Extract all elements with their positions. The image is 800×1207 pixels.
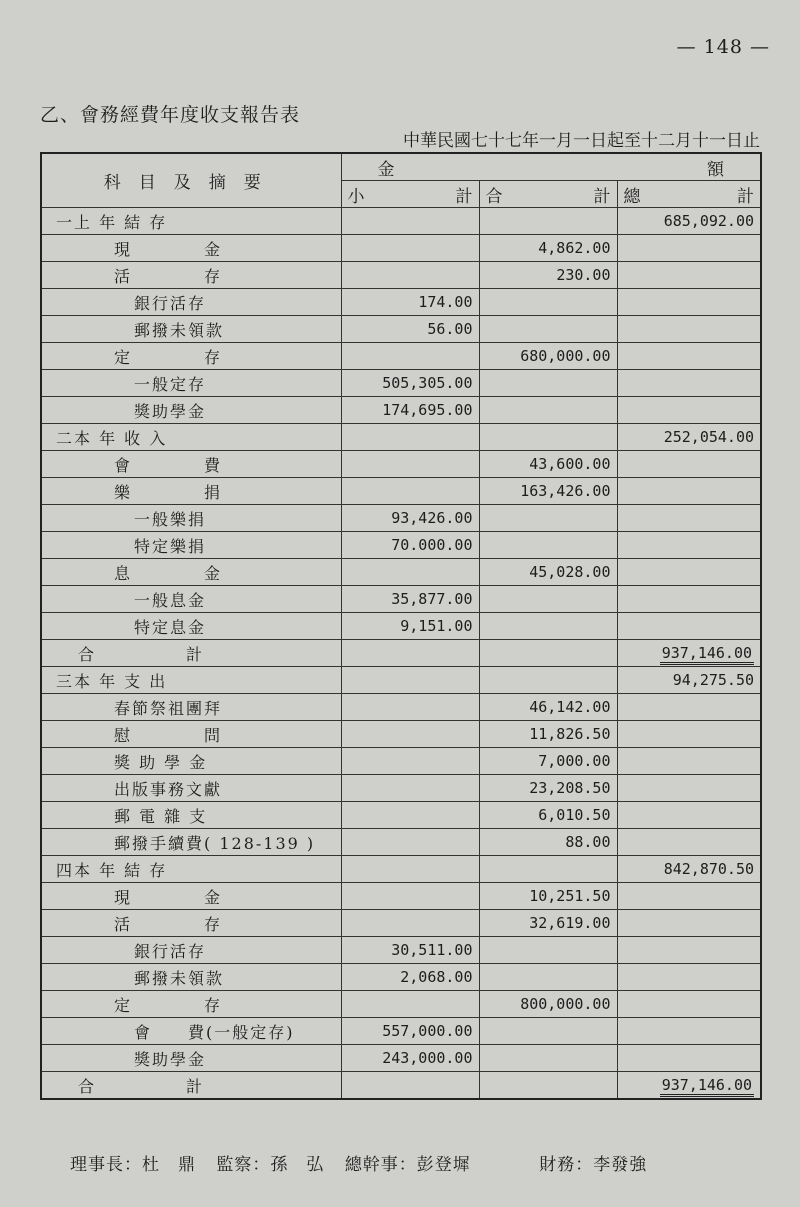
row-subtotal-text: 557,000.00 [382, 1022, 473, 1040]
row-label-text: 二本 年 收 入 [56, 428, 168, 448]
row-total [479, 262, 617, 289]
finance-signature: 財務：李發強 [539, 1155, 648, 1175]
row-label [41, 1018, 341, 1045]
report-period: 中華民國七十七年一月一日起至十二月十一日止 [403, 131, 760, 151]
row-label-text: 定 存 [114, 347, 223, 367]
row-grand-total [617, 613, 761, 640]
row-label-text: 春節祭祖團拜 [114, 698, 223, 718]
row-grand-total [617, 505, 761, 532]
row-subtotal-text: 30,511.00 [391, 941, 473, 959]
row-total [479, 991, 617, 1018]
row-total-text: 800,000.00 [520, 995, 611, 1013]
table-row [41, 883, 761, 910]
row-grand-total-text: 842,870.50 [663, 860, 755, 878]
row-subtotal [341, 802, 479, 829]
table-row [41, 532, 761, 559]
document-title: 乙、會務經費年度收支報告表 [40, 104, 301, 126]
row-label-text: 一上 年 結 存 [56, 212, 168, 232]
row-total-text: 23,208.50 [529, 779, 611, 797]
row-subtotal [341, 478, 479, 505]
table-row [41, 829, 761, 856]
row-total [479, 802, 617, 829]
row-grand-total [617, 856, 761, 883]
row-grand-total [617, 262, 761, 289]
row-subtotal [341, 721, 479, 748]
table-row [41, 721, 761, 748]
row-subtotal [341, 451, 479, 478]
row-total-text: 230.00 [556, 266, 611, 284]
table-row [41, 451, 761, 478]
row-label [41, 694, 341, 721]
table-row [41, 1072, 761, 1100]
row-subtotal [341, 235, 479, 262]
row-label-text: 銀行活存 [134, 293, 207, 313]
row-label-text: 四本 年 結 存 [56, 860, 168, 880]
row-grand-total [617, 370, 761, 397]
row-subtotal [341, 694, 479, 721]
header-subtotal [341, 181, 479, 208]
row-label [41, 505, 341, 532]
header-tot-left: 合 [485, 186, 503, 207]
row-grand-total [617, 910, 761, 937]
header-grand-right: 計 [737, 186, 755, 207]
row-grand-total [617, 343, 761, 370]
row-total [479, 370, 617, 397]
row-label [41, 1045, 341, 1072]
row-label [41, 262, 341, 289]
row-subtotal [341, 1018, 479, 1045]
row-label-text: 活 存 [114, 266, 223, 286]
table-row [41, 235, 761, 262]
row-label [41, 613, 341, 640]
row-subtotal [341, 586, 479, 613]
row-total [479, 235, 617, 262]
row-subtotal [341, 559, 479, 586]
row-grand-total [617, 883, 761, 910]
table-row [41, 316, 761, 343]
row-label [41, 856, 341, 883]
row-subtotal [341, 208, 479, 235]
row-grand-total [617, 478, 761, 505]
row-label-text: 合 計 [78, 644, 205, 664]
row-label [41, 451, 341, 478]
row-label [41, 235, 341, 262]
row-label-text: 出版事務文獻 [114, 779, 223, 799]
row-label [41, 208, 341, 235]
row-total [479, 667, 617, 694]
header-amount-left: 金 [377, 159, 395, 180]
row-grand-total [617, 991, 761, 1018]
row-subtotal [341, 667, 479, 694]
row-total-text: 10,251.50 [529, 887, 611, 905]
row-total [479, 208, 617, 235]
row-total [479, 829, 617, 856]
row-label-text: 合 計 [78, 1076, 205, 1096]
row-subtotal [341, 937, 479, 964]
row-grand-total [617, 451, 761, 478]
row-label [41, 640, 341, 667]
row-label-text: 樂 捐 [114, 482, 223, 502]
row-label-text: 現 金 [114, 239, 223, 259]
row-total [479, 775, 617, 802]
row-label-text: 郵撥未領款 [134, 320, 225, 340]
row-label [41, 883, 341, 910]
row-total [479, 721, 617, 748]
row-total [479, 424, 617, 451]
table-row [41, 289, 761, 316]
row-grand-total [617, 775, 761, 802]
table-row [41, 586, 761, 613]
row-total [479, 694, 617, 721]
row-subtotal [341, 640, 479, 667]
page-number: — 148 — [676, 36, 770, 58]
row-grand-total [617, 640, 761, 667]
row-label-text: 會 費 [114, 455, 223, 475]
row-subtotal [341, 262, 479, 289]
row-subtotal-text: 93,426.00 [391, 509, 473, 527]
row-total-text: 7,000.00 [538, 752, 611, 770]
row-subtotal [341, 613, 479, 640]
table-row [41, 343, 761, 370]
table-row [41, 802, 761, 829]
row-grand-total-text: 685,092.00 [663, 212, 755, 230]
row-label [41, 964, 341, 991]
row-subtotal-text: 9,151.00 [400, 617, 473, 635]
row-label-text: 一般樂捐 [134, 509, 207, 529]
row-subtotal-text: 174,695.00 [382, 401, 473, 419]
row-label-text: 獎助學金 [134, 401, 207, 421]
row-label [41, 802, 341, 829]
row-grand-total-text: 94,275.50 [672, 671, 755, 689]
row-label [41, 667, 341, 694]
table-row [41, 397, 761, 424]
table-row [41, 559, 761, 586]
table-row [41, 937, 761, 964]
row-grand-total [617, 316, 761, 343]
row-label-text: 活 存 [114, 914, 223, 934]
table-row [41, 640, 761, 667]
row-total [479, 937, 617, 964]
row-total [479, 964, 617, 991]
table-row [41, 1045, 761, 1072]
row-label-text: 一般息金 [134, 590, 207, 610]
row-subtotal-text: 2,068.00 [400, 968, 473, 986]
row-subtotal [341, 910, 479, 937]
table-row [41, 694, 761, 721]
row-label [41, 586, 341, 613]
row-total [479, 397, 617, 424]
row-total-text: 46,142.00 [529, 698, 611, 716]
row-label [41, 478, 341, 505]
row-subtotal [341, 1045, 479, 1072]
row-label [41, 370, 341, 397]
row-subtotal [341, 775, 479, 802]
table-row [41, 775, 761, 802]
row-label [41, 1072, 341, 1100]
table-row [41, 478, 761, 505]
row-label [41, 289, 341, 316]
row-total-text: 163,426.00 [520, 482, 611, 500]
row-subtotal [341, 343, 479, 370]
row-label-text: 郵撥手續費( 128-139 ) [114, 833, 316, 853]
table-row [41, 748, 761, 775]
row-label [41, 937, 341, 964]
row-grand-total [617, 289, 761, 316]
row-total [479, 748, 617, 775]
row-total-text: 43,600.00 [529, 455, 611, 473]
row-grand-total [617, 802, 761, 829]
table-row [41, 208, 761, 235]
table-row [41, 262, 761, 289]
table-row [41, 505, 761, 532]
row-subtotal [341, 532, 479, 559]
row-total [479, 1072, 617, 1100]
row-label-text: 獎 助 學 金 [114, 752, 208, 772]
row-grand-total-text: 937,146.00 [660, 1076, 754, 1097]
row-total-text: 680,000.00 [520, 347, 611, 365]
row-label-text: 特定息金 [134, 617, 207, 637]
row-grand-total [617, 424, 761, 451]
row-label [41, 775, 341, 802]
header-total [479, 181, 617, 208]
row-total [479, 559, 617, 586]
row-subtotal-text: 56.00 [427, 320, 473, 338]
row-subtotal-text: 505,305.00 [382, 374, 473, 392]
row-label [41, 991, 341, 1018]
table-body [41, 208, 761, 1100]
row-subtotal [341, 397, 479, 424]
row-label-text: 息 金 [114, 563, 223, 583]
row-total [479, 532, 617, 559]
row-grand-total [617, 235, 761, 262]
row-label-text: 獎助學金 [134, 1049, 207, 1069]
row-grand-total [617, 964, 761, 991]
row-subtotal [341, 991, 479, 1018]
row-subtotal [341, 964, 479, 991]
table-row [41, 964, 761, 991]
row-subtotal-text: 35,877.00 [391, 590, 473, 608]
row-total-text: 88.00 [565, 833, 611, 851]
row-label [41, 532, 341, 559]
row-grand-total-text: 252,054.00 [663, 428, 755, 446]
table-row [41, 370, 761, 397]
row-label-text: 三本 年 支 出 [56, 671, 168, 691]
signatures [70, 1150, 661, 1175]
header-item: 科目及摘要 [41, 153, 341, 208]
row-grand-total [617, 532, 761, 559]
row-grand-total [617, 397, 761, 424]
row-total [479, 505, 617, 532]
row-subtotal-text: 174.00 [418, 293, 473, 311]
row-label-text: 現 金 [114, 887, 223, 907]
row-label-text: 一般定存 [134, 374, 207, 394]
row-grand-total [617, 694, 761, 721]
row-total [479, 640, 617, 667]
row-total [479, 316, 617, 343]
secretary-signature: 總幹事：彭登墀 [344, 1155, 471, 1175]
row-total [479, 451, 617, 478]
chairman-signature: 理事長：杜 鼎 [70, 1155, 196, 1175]
row-subtotal [341, 1072, 479, 1100]
row-label [41, 397, 341, 424]
header-sub-right: 計 [455, 186, 473, 207]
row-subtotal [341, 316, 479, 343]
row-total [479, 613, 617, 640]
row-label-text: 郵撥未領款 [134, 968, 225, 988]
row-total [479, 586, 617, 613]
row-label [41, 748, 341, 775]
row-subtotal-text: 70.000.00 [391, 536, 473, 554]
row-grand-total-text: 937,146.00 [660, 644, 754, 665]
header-amount-right: 額 [707, 159, 725, 180]
row-total [479, 910, 617, 937]
row-total [479, 478, 617, 505]
row-grand-total [617, 1072, 761, 1100]
row-label [41, 343, 341, 370]
row-label [41, 316, 341, 343]
header-grand-total [617, 181, 761, 208]
table-row [41, 991, 761, 1018]
row-total-text: 6,010.50 [538, 806, 611, 824]
row-grand-total [617, 829, 761, 856]
row-label [41, 829, 341, 856]
row-subtotal [341, 856, 479, 883]
row-total [479, 289, 617, 316]
table-row [41, 910, 761, 937]
row-label-text: 會 費(一般定存) [134, 1022, 295, 1042]
income-expense-table [40, 152, 762, 1100]
row-grand-total [617, 721, 761, 748]
row-label-text: 慰 問 [114, 725, 223, 745]
row-grand-total [617, 208, 761, 235]
row-total-text: 4,862.00 [538, 239, 611, 257]
header-amount [341, 153, 761, 181]
row-total [479, 1045, 617, 1072]
row-subtotal [341, 748, 479, 775]
row-label-text: 銀行活存 [134, 941, 207, 961]
row-total-text: 11,826.50 [529, 725, 611, 743]
table-row [41, 424, 761, 451]
row-subtotal [341, 289, 479, 316]
row-grand-total [617, 1018, 761, 1045]
row-total [479, 343, 617, 370]
row-subtotal-text: 243,000.00 [382, 1049, 473, 1067]
row-label [41, 721, 341, 748]
table-row [41, 1018, 761, 1045]
row-label [41, 910, 341, 937]
row-total-text: 32,619.00 [529, 914, 611, 932]
row-grand-total [617, 667, 761, 694]
table-row [41, 613, 761, 640]
table-row [41, 667, 761, 694]
row-grand-total [617, 748, 761, 775]
row-total [479, 856, 617, 883]
row-grand-total [617, 1045, 761, 1072]
row-total [479, 883, 617, 910]
row-subtotal [341, 424, 479, 451]
row-label [41, 559, 341, 586]
row-subtotal [341, 505, 479, 532]
table-row [41, 856, 761, 883]
row-subtotal [341, 883, 479, 910]
header-sub-left: 小 [347, 186, 365, 207]
row-total-text: 45,028.00 [529, 563, 611, 581]
row-label-text: 定 存 [114, 995, 223, 1015]
header-tot-right: 計 [593, 186, 611, 207]
supervisor-signature: 監察：孫 弘 [216, 1155, 325, 1175]
row-subtotal [341, 829, 479, 856]
header-grand-left: 總 [623, 186, 641, 207]
row-grand-total [617, 586, 761, 613]
row-subtotal [341, 370, 479, 397]
row-label [41, 424, 341, 451]
row-label-text: 郵 電 雜 支 [114, 806, 208, 826]
row-grand-total [617, 937, 761, 964]
row-grand-total [617, 559, 761, 586]
row-label-text: 特定樂捐 [134, 536, 207, 556]
row-total [479, 1018, 617, 1045]
